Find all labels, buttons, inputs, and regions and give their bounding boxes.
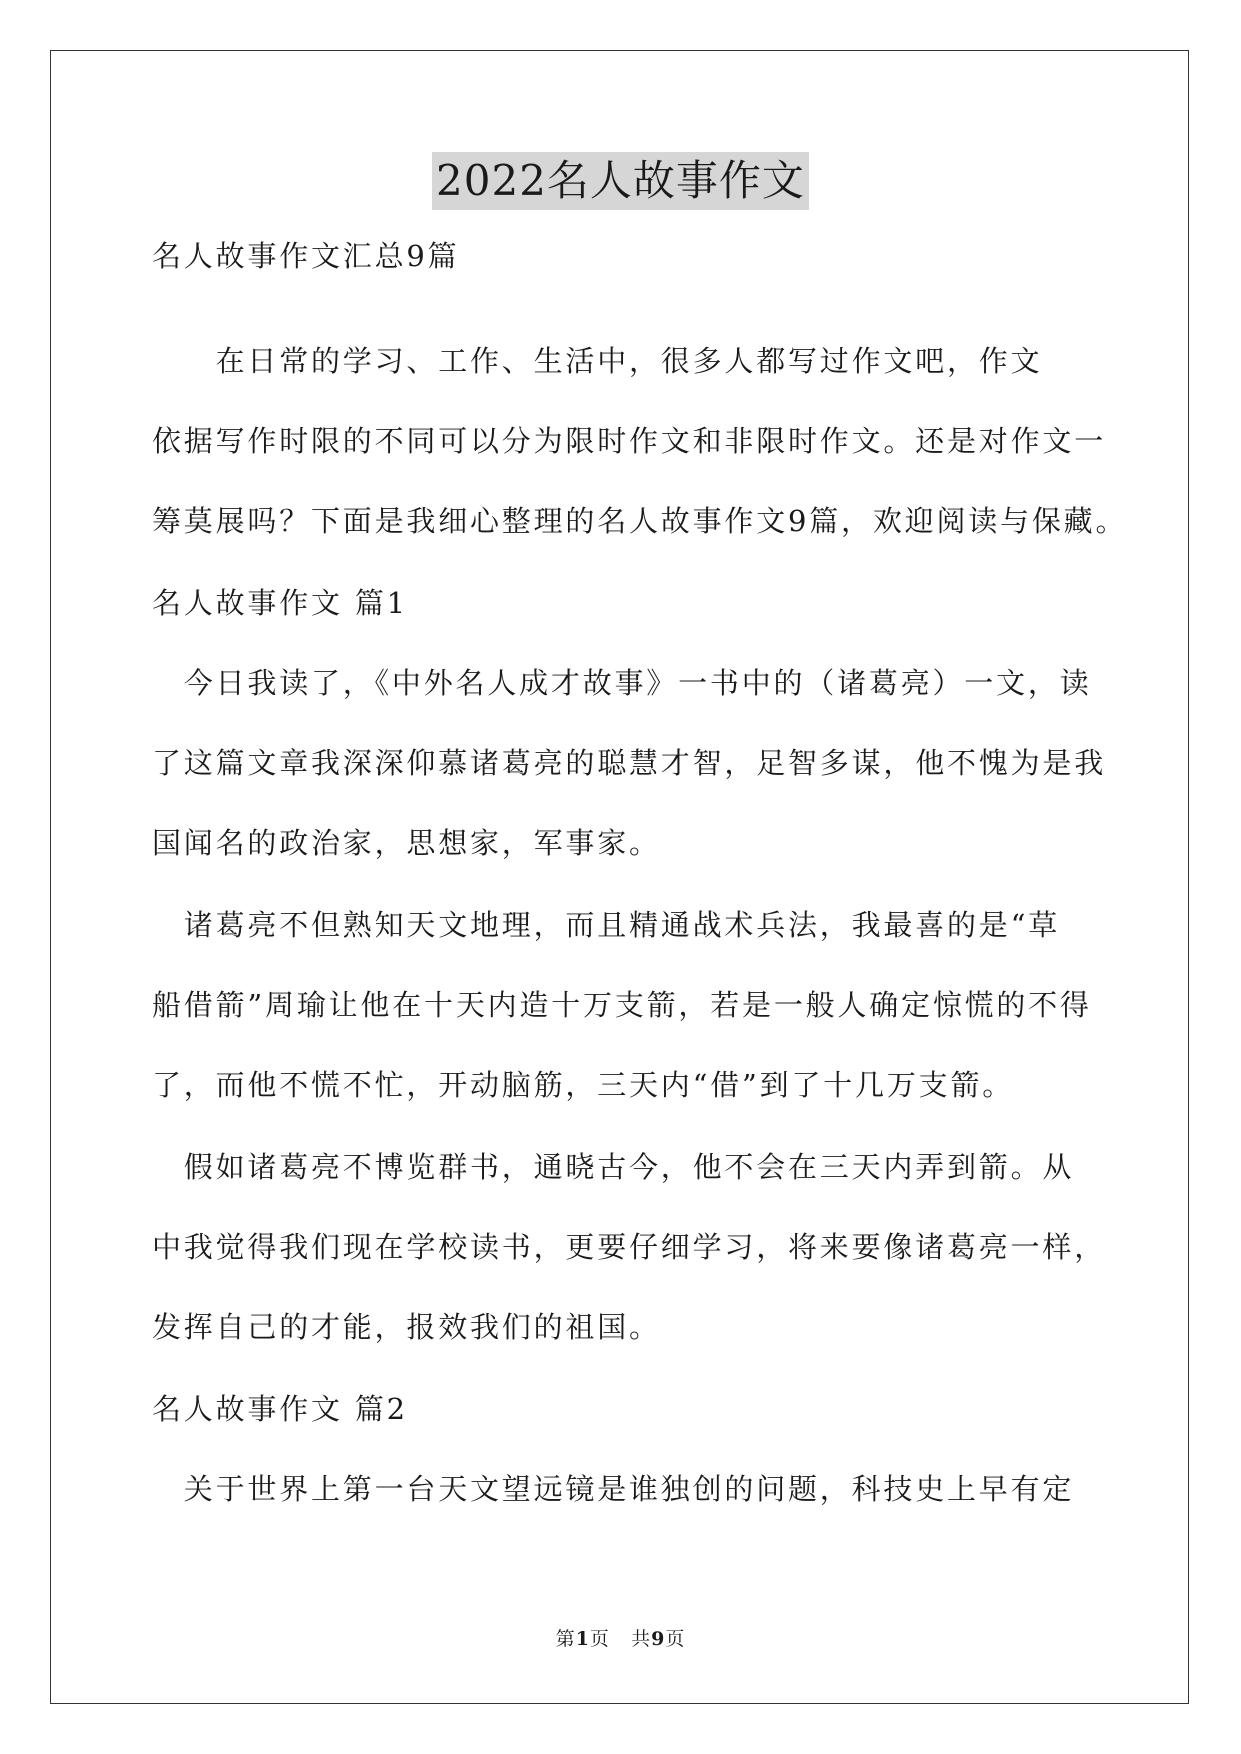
body-line: 在日常的学习、工作、生活中，很多人都写过作文吧，作文 [152,344,1043,378]
subtitle-line: 名人故事作文汇总9篇 [152,239,460,273]
title-container [0,152,1241,210]
section-heading: 名人故事作文 篇2 [152,1392,408,1426]
footer-total-prefix: 共 [631,1628,652,1650]
body-line: 筹莫展吗？下面是我细心整理的名人故事作文9篇，欢迎阅读与保藏。 [152,504,1128,538]
body-line: 假如诸葛亮不博览群书，通晓古今，他不会在三天内弄到箭。从 [152,1150,1075,1184]
body-line: 关于世界上第一台天文望远镜是谁独创的问题，科技史上早有定 [152,1472,1075,1506]
footer-total-pages: 9 [651,1628,666,1650]
footer-total-unit: 页 [665,1628,686,1650]
page-footer [0,1624,1241,1651]
body-line: 今日我读了，《中外名人成才故事》一书中的（诸葛亮）一文，读 [152,666,1092,700]
footer-prefix: 第 [555,1628,576,1650]
body-line: 中我觉得我们现在学校读书，更要仔细学习，将来要像诸葛亮一样， [152,1230,1107,1264]
section-heading: 名人故事作文 篇1 [152,586,408,620]
body-line: 船借箭”周瑜让他在十天内造十万支箭，若是一般人确定惊慌的不得 [152,988,1092,1022]
body-line: 发挥自己的才能，报效我们的祖国。 [152,1310,661,1344]
body-line: 诸葛亮不但熟知天文地理，而且精通战术兵法，我最喜的是“草 [152,908,1061,942]
body-line: 了，而他不慌不忙，开动脑筋，三天内“借”到了十几万支箭。 [152,1068,1015,1102]
body-line: 了这篇文章我深深仰慕诸葛亮的聪慧才智，足智多谋，他不愧为是我 [152,746,1107,780]
footer-current-page: 1 [575,1628,590,1650]
footer-page-unit: 页 [589,1628,610,1650]
body-line: 依据写作时限的不同可以分为限时作文和非限时作文。还是对作文一 [152,424,1107,458]
body-line: 国闻名的政治家，思想家，军事家。 [152,826,661,860]
document-title: 2022名人故事作文 [432,152,809,210]
page-border [50,50,1189,1704]
